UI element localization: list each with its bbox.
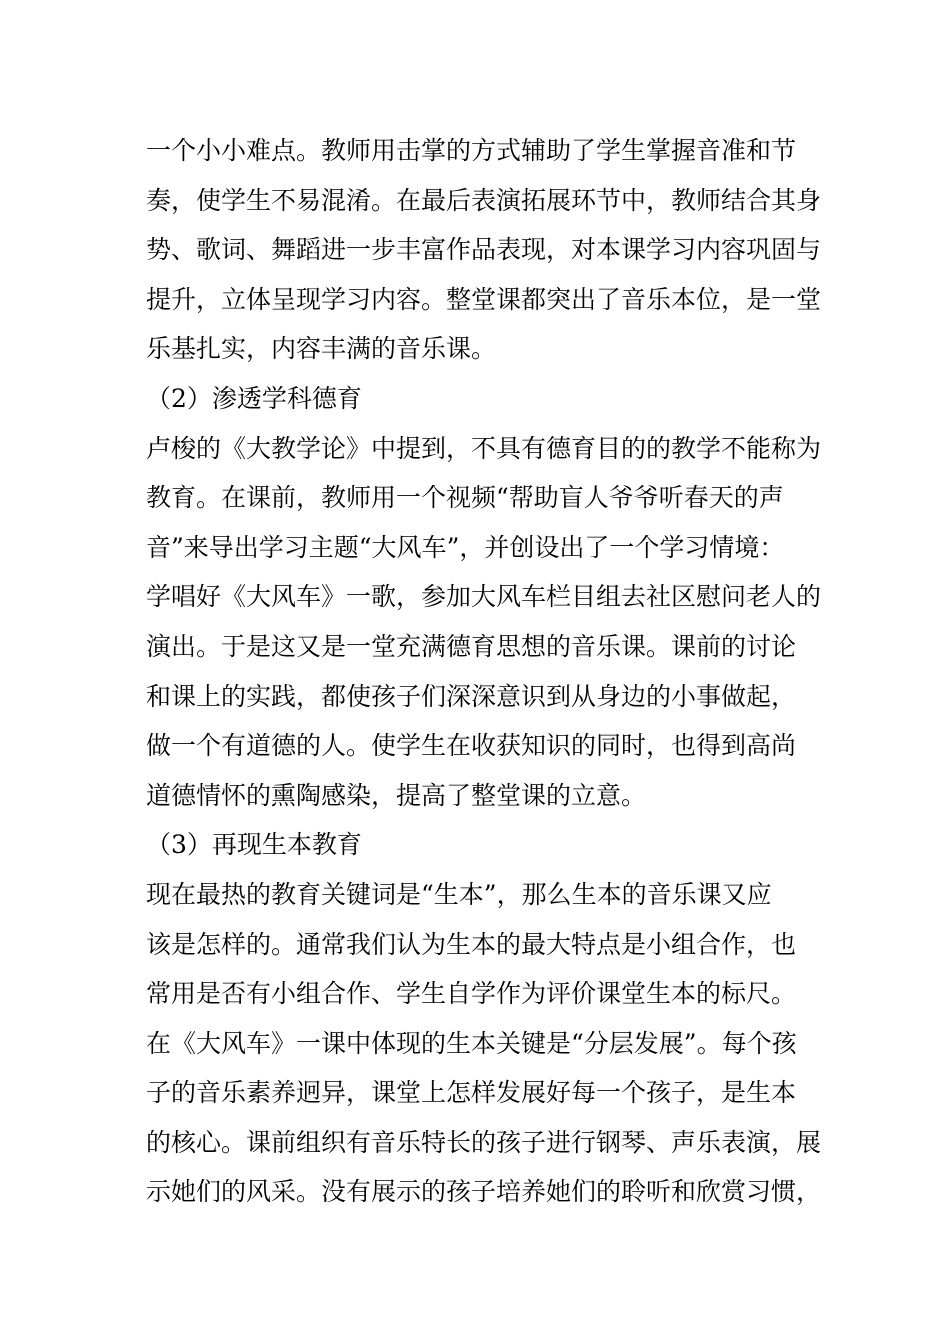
- document-body: [146, 126, 822, 1217]
- paragraph-line: 势、歌词、舞蹈进一步丰富作品表现，对本课学习内容巩固与: [146, 235, 822, 265]
- section-heading: （2）渗透学科德育: [146, 383, 362, 413]
- paragraph-line: 音”来导出学习主题“大风车”，并创设出了一个学习情境：: [146, 532, 785, 562]
- paragraph-line: 现在最热的教育关键词是“生本”，那么生本的音乐课又应: [146, 879, 772, 909]
- paragraph-line: 示她们的风采。没有展示的孩子培养她们的聆听和欣赏习惯，: [146, 1177, 822, 1207]
- paragraph-line: 常用是否有小组合作、学生自学作为评价课堂生本的标尺。: [146, 979, 797, 1009]
- paragraph-line: 子的音乐素养迥异，课堂上怎样发展好每一个孩子，是生本: [146, 1078, 797, 1108]
- paragraph-line: 的核心。课前组织有音乐特长的孩子进行钢琴、声乐表演，展: [146, 1127, 822, 1157]
- paragraph-line: 该是怎样的。通常我们认为生本的最大特点是小组合作，也: [146, 929, 797, 959]
- paragraph-line: 奏，使学生不易混淆。在最后表演拓展环节中，教师结合其身: [146, 185, 822, 215]
- paragraph-line: 演出。于是这又是一堂充满德育思想的音乐课。课前的讨论: [146, 631, 797, 661]
- paragraph-line: 和课上的实践，都使孩子们深深意识到从身边的小事做起，: [146, 681, 797, 711]
- paragraph-line: 在《大风车》一课中体现的生本关键是“分层发展”。每个孩: [146, 1028, 797, 1058]
- paragraph-line: 做一个有道德的人。使学生在收获知识的同时，也得到高尚: [146, 731, 797, 761]
- paragraph-line: 卢梭的《大教学论》中提到，不具有德育目的的教学不能称为: [146, 433, 822, 463]
- paragraph-line: 教育。在课前，教师用一个视频“帮助盲人爷爷听春天的声: [146, 483, 784, 513]
- section-heading: （3）再现生本教育: [146, 830, 362, 860]
- paragraph-line: 一个小小难点。教师用击掌的方式辅助了学生掌握音准和节: [146, 136, 797, 165]
- paragraph-line: 学唱好《大风车》一歌，参加大风车栏目组去社区慰问老人的: [146, 582, 822, 612]
- paragraph-line: 乐基扎实，内容丰满的音乐课。: [146, 334, 497, 364]
- paragraph-line: 提升，立体呈现学习内容。整堂课都突出了音乐本位，是一堂: [146, 284, 822, 314]
- paragraph-line: 道德情怀的熏陶感染，提高了整堂课的立意。: [146, 780, 647, 810]
